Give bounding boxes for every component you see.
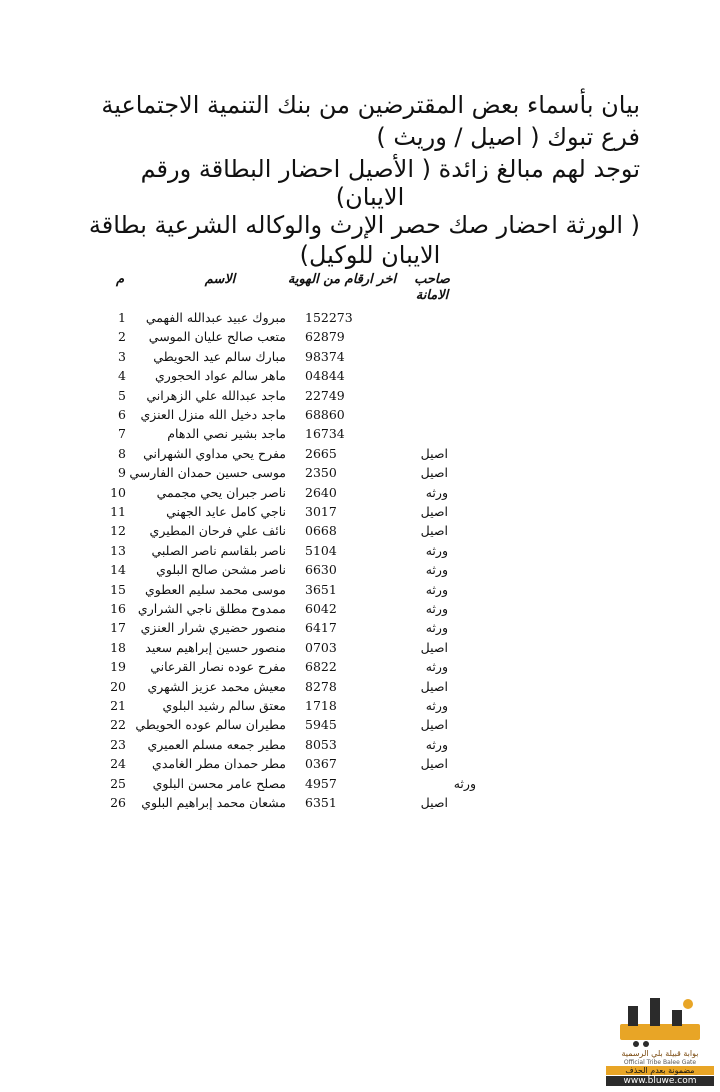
- table-row: [100, 485, 500, 505]
- row-name: ناصر مشحن صالح البلوي: [156, 562, 286, 578]
- row-id-digits: 0668: [305, 523, 337, 539]
- row-name: مطر حمدان مطر الغامدي: [152, 756, 286, 772]
- row-name: ماجد بشير نصي الدهام: [167, 426, 286, 442]
- row-number: 24: [110, 756, 126, 772]
- row-name: ممدوح مطلق ناجي الشراري: [137, 601, 286, 616]
- row-name: ناصر جبران يحي مجممي: [156, 484, 286, 500]
- row-number: 10: [110, 484, 126, 500]
- row-name: مفرح يحي مداوي الشهراني: [143, 445, 286, 461]
- row-id-digits: 0367: [305, 756, 337, 772]
- row-name: ماهر سالم عواد الحجوري: [155, 368, 286, 384]
- row-id-digits: 2350: [305, 465, 337, 481]
- table-row: [100, 640, 500, 660]
- row-id-digits: 6630: [305, 562, 337, 578]
- row-id-digits: 6822: [305, 659, 337, 675]
- logo-tagline-en: Official Tribe Balee Gate: [623, 1059, 697, 1066]
- heading-line-4: الايبان): [335, 183, 405, 211]
- row-number: 1: [118, 310, 126, 325]
- row-number: 13: [110, 542, 126, 558]
- row-id-digits: 68860: [305, 407, 345, 422]
- table-row: [100, 776, 500, 796]
- row-name: ناصر بلقاسم ناصر الصلبي: [151, 542, 286, 558]
- table-row: [100, 349, 500, 369]
- table-row: [100, 582, 500, 602]
- row-number: 6: [118, 407, 126, 422]
- row-name: مفرح عوده نصار القرعاني: [150, 659, 286, 675]
- heading-line-3: توجد لهم مبالغ زائدة ( الأصيل احضار البطاقة ورقم: [140, 155, 640, 183]
- row-name: نائف علي فرحان المطيري: [149, 523, 286, 539]
- row-id-digits: 152273: [305, 310, 353, 325]
- row-name: مطير جمعه مسلم العميري: [147, 736, 286, 752]
- heading-line-6: الايبان للوكيل): [299, 241, 441, 269]
- row-id-digits: 04844: [305, 368, 345, 384]
- table-row: [100, 446, 500, 466]
- row-holder-type: اصيل: [420, 678, 448, 694]
- heading-line-2: فرع تبوك ( اصيل / وريث ): [376, 123, 640, 151]
- row-number: 19: [110, 659, 126, 675]
- row-name: مبارك سالم عيد الحويطي: [153, 348, 286, 364]
- row-holder-type: اصيل: [420, 756, 448, 772]
- logo-url[interactable]: www.bluwe.com: [606, 1076, 714, 1086]
- row-name: موسى محمد سليم العطوي: [144, 581, 286, 597]
- row-holder-type: ورثه: [425, 659, 448, 675]
- row-id-digits: 6042: [305, 601, 337, 616]
- row-name: مشعان محمد إبراهيم البلوي: [141, 795, 286, 810]
- column-header-number: م: [115, 272, 125, 287]
- column-header-id: اخر ارقام من الهوية: [287, 272, 397, 287]
- row-holder-type: اصيل: [420, 523, 448, 539]
- row-id-digits: 8278: [305, 678, 337, 694]
- row-number: 16: [110, 601, 126, 616]
- row-number: 22: [110, 717, 126, 733]
- row-holder-type: اصيل: [420, 639, 448, 655]
- row-holder-type: ورثه: [425, 736, 448, 752]
- table-row: [100, 523, 500, 543]
- row-holder-type: ورثه: [453, 775, 476, 791]
- row-name: متعب صالح عليان الموسي: [148, 329, 286, 345]
- row-holder-type: اصيل: [420, 795, 448, 810]
- table-row: [100, 756, 500, 776]
- row-id-digits: 98374: [305, 348, 345, 364]
- table-row: [100, 679, 500, 699]
- row-name: معتق سالم رشيد البلوي: [162, 698, 286, 713]
- row-id-digits: 3017: [305, 504, 337, 519]
- table-row: [100, 562, 500, 582]
- row-name: ماجد عبدالله علي الزهراني: [146, 387, 286, 403]
- table-row: [100, 601, 500, 621]
- row-number: 2: [118, 329, 126, 345]
- row-id-digits: 4957: [305, 775, 337, 791]
- row-holder-type: اصيل: [420, 465, 448, 481]
- table-row: [100, 368, 500, 388]
- row-name: معيش محمد عزيز الشهري: [147, 678, 286, 694]
- row-number: 12: [110, 523, 126, 539]
- table-row: [100, 698, 500, 718]
- row-name: منصور حسين إبراهيم سعيد: [145, 639, 286, 655]
- row-id-digits: 5945: [305, 717, 337, 733]
- row-id-digits: 6417: [305, 620, 337, 636]
- row-name: موسى حسين حمدان الفارسي: [129, 465, 286, 481]
- row-id-digits: 62879: [305, 329, 345, 345]
- row-id-digits: 22749: [305, 387, 345, 403]
- column-header-holder: صاحب الامانة: [414, 272, 450, 303]
- table-row: [100, 795, 500, 815]
- row-id-digits: 0703: [305, 639, 337, 655]
- row-id-digits: 16734: [305, 426, 345, 442]
- table-row: [100, 426, 500, 446]
- table-row: [100, 543, 500, 563]
- row-number: 7: [118, 426, 126, 442]
- row-id-digits: 1718: [305, 698, 337, 713]
- heading-line-1: بيان بأسماء بعض المقترضين من بنك التنمية الاجتماعية: [101, 91, 640, 119]
- table-row: [100, 465, 500, 485]
- row-name: ماجد دخيل الله منزل العنزي: [140, 407, 286, 422]
- row-name: مصلح عامر محسن البلوي: [152, 775, 286, 791]
- row-holder-type: ورثه: [425, 620, 448, 636]
- row-id-digits: 8053: [305, 736, 337, 752]
- row-number: 8: [118, 445, 126, 461]
- row-holder-type: ورثه: [425, 562, 448, 578]
- row-number: 21: [110, 698, 126, 713]
- site-logo: [606, 994, 714, 1086]
- row-number: 15: [110, 581, 126, 597]
- table-row: [100, 717, 500, 737]
- row-holder-type: اصيل: [420, 504, 448, 519]
- row-number: 3: [118, 348, 126, 364]
- row-holder-type: ورثه: [425, 601, 448, 616]
- row-id-digits: 2640: [305, 484, 337, 500]
- row-holder-type: ورثه: [425, 542, 448, 558]
- row-id-digits: 2665: [305, 445, 337, 461]
- table-row: [100, 620, 500, 640]
- row-name: منصور حضيري شرار العنزي: [140, 620, 286, 636]
- row-holder-type: اصيل: [420, 445, 448, 461]
- table-row: [100, 504, 500, 524]
- bluwe-logo-icon: [614, 994, 706, 1048]
- logo-slogan: مضمونة بعدم الحذف: [606, 1066, 714, 1075]
- table-row: [100, 329, 500, 349]
- row-number: 20: [110, 678, 126, 694]
- row-number: 4: [118, 368, 126, 384]
- row-number: 5: [118, 387, 126, 403]
- row-id-digits: 6351: [305, 795, 337, 810]
- row-number: 9: [118, 465, 126, 481]
- row-number: 26: [110, 795, 126, 810]
- table-row: [100, 659, 500, 679]
- row-id-digits: 5104: [305, 542, 337, 558]
- column-header-name: الاسم: [204, 272, 236, 287]
- row-number: 25: [110, 775, 126, 791]
- row-holder-type: ورثه: [425, 698, 448, 713]
- row-name: ناجي كامل عايد الجهني: [166, 504, 286, 519]
- table-row: [100, 310, 500, 330]
- row-number: 23: [110, 736, 126, 752]
- row-holder-type: ورثه: [425, 581, 448, 597]
- table-row: [100, 388, 500, 408]
- row-number: 18: [110, 639, 126, 655]
- logo-tagline: بوابة قبيلة بلي الرسمية: [621, 1049, 699, 1058]
- row-number: 11: [110, 504, 126, 519]
- heading-line-5: ( الورثة احضار صك حصر الإرث والوكاله الشرعية بطاقة: [88, 211, 640, 239]
- table-row: [100, 407, 500, 427]
- row-holder-type: اصيل: [420, 717, 448, 733]
- row-number: 17: [110, 620, 126, 636]
- table-row: [100, 737, 500, 757]
- row-holder-type: ورثه: [425, 484, 448, 500]
- row-id-digits: 3651: [305, 581, 337, 597]
- row-name: مطيران سالم عوده الحويطي: [135, 717, 286, 733]
- row-number: 14: [110, 562, 126, 578]
- row-name: مبروك عبيد عبدالله الفهمي: [145, 310, 286, 325]
